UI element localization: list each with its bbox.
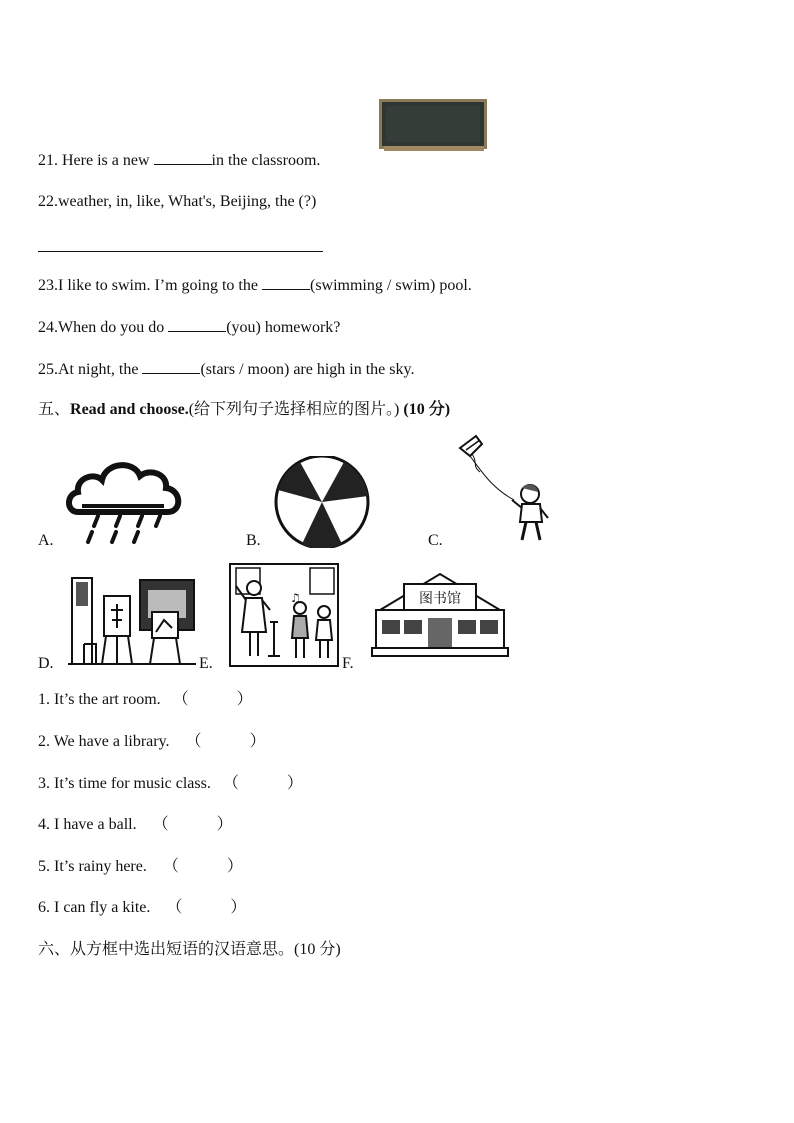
library-icon	[370, 570, 510, 660]
ball-icon	[272, 456, 372, 548]
answer-paren-1[interactable]: （ ）	[172, 691, 253, 708]
question-21	[38, 150, 320, 171]
q25-text-before: 25.At night, the	[38, 361, 143, 378]
sentence-6	[38, 898, 246, 918]
option-e-label: E.	[199, 655, 213, 672]
question-23	[38, 275, 472, 296]
q23-text-before: 23.I like to swim. I’m going to the	[38, 277, 262, 294]
sentence-5	[38, 857, 243, 877]
svg-text:♫: ♫	[290, 591, 301, 605]
section-6-title-text: 六、从方框中选出短语的汉语意思。(10 分)	[38, 941, 341, 958]
library-sign-text: 图书馆	[419, 591, 461, 607]
answer-paren-6[interactable]: （ ）	[166, 899, 247, 916]
question-24	[38, 317, 340, 338]
section-5-title	[38, 400, 450, 420]
sentence-4-text: 4. I have a ball.	[38, 816, 137, 833]
q24-blank[interactable]	[168, 317, 226, 332]
question-22	[38, 192, 316, 212]
answer-paren-3[interactable]: （ ）	[222, 775, 303, 792]
q24-text-before: 24.When do you do	[38, 319, 169, 336]
q25-blank[interactable]	[142, 359, 200, 374]
sentence-5-text: 5. It’s rainy here.	[38, 858, 147, 875]
q21-text-before: 21. Here is a new	[38, 152, 154, 169]
rain-cloud-icon	[64, 456, 184, 548]
answer-paren-2[interactable]: （ ）	[185, 733, 266, 750]
section-5-score: (10 分)	[403, 401, 451, 418]
sentence-2-text: 2. We have a library.	[38, 733, 170, 750]
music-class-icon	[228, 562, 340, 668]
q24-text-after: (you) homework?	[226, 319, 341, 336]
q23-blank[interactable]	[262, 275, 310, 290]
sentence-6-text: 6. I can fly a kite.	[38, 899, 151, 916]
q22-text: 22.weather, in, like, What's, Beijing, the (?)	[38, 193, 317, 210]
option-b-label: B.	[246, 532, 261, 549]
section-5-number: 五、	[38, 401, 71, 418]
q21-text-after: in the classroom.	[211, 152, 321, 169]
section-6-title	[38, 940, 341, 960]
option-f-label: F.	[342, 655, 354, 672]
sentence-1	[38, 690, 253, 710]
section-5-title-en: Read and choose.	[70, 401, 189, 418]
sentence-4	[38, 815, 233, 835]
answer-paren-4[interactable]: （ ）	[152, 816, 233, 833]
kite-boy-icon	[452, 432, 556, 548]
sentence-3	[38, 774, 303, 794]
q21-blank[interactable]	[154, 150, 212, 165]
q22-answer-line[interactable]	[38, 251, 323, 252]
art-room-icon	[68, 576, 196, 668]
answer-paren-5[interactable]: （ ）	[162, 858, 243, 875]
blackboard-image	[378, 98, 490, 154]
question-25	[38, 359, 414, 380]
option-c-label: C.	[428, 532, 443, 549]
option-d-label: D.	[38, 655, 54, 672]
q25-text-after: (stars / moon) are high in the sky.	[200, 361, 415, 378]
sentence-1-text: 1. It’s the art room.	[38, 691, 161, 708]
q23-text-after: (swimming / swim) pool.	[309, 277, 472, 294]
sentence-3-text: 3. It’s time for music class.	[38, 775, 211, 792]
sentence-2	[38, 732, 266, 752]
section-5-instruction: (给下列句子选择相应的图片。)	[188, 401, 404, 418]
option-a-label: A.	[38, 532, 54, 549]
